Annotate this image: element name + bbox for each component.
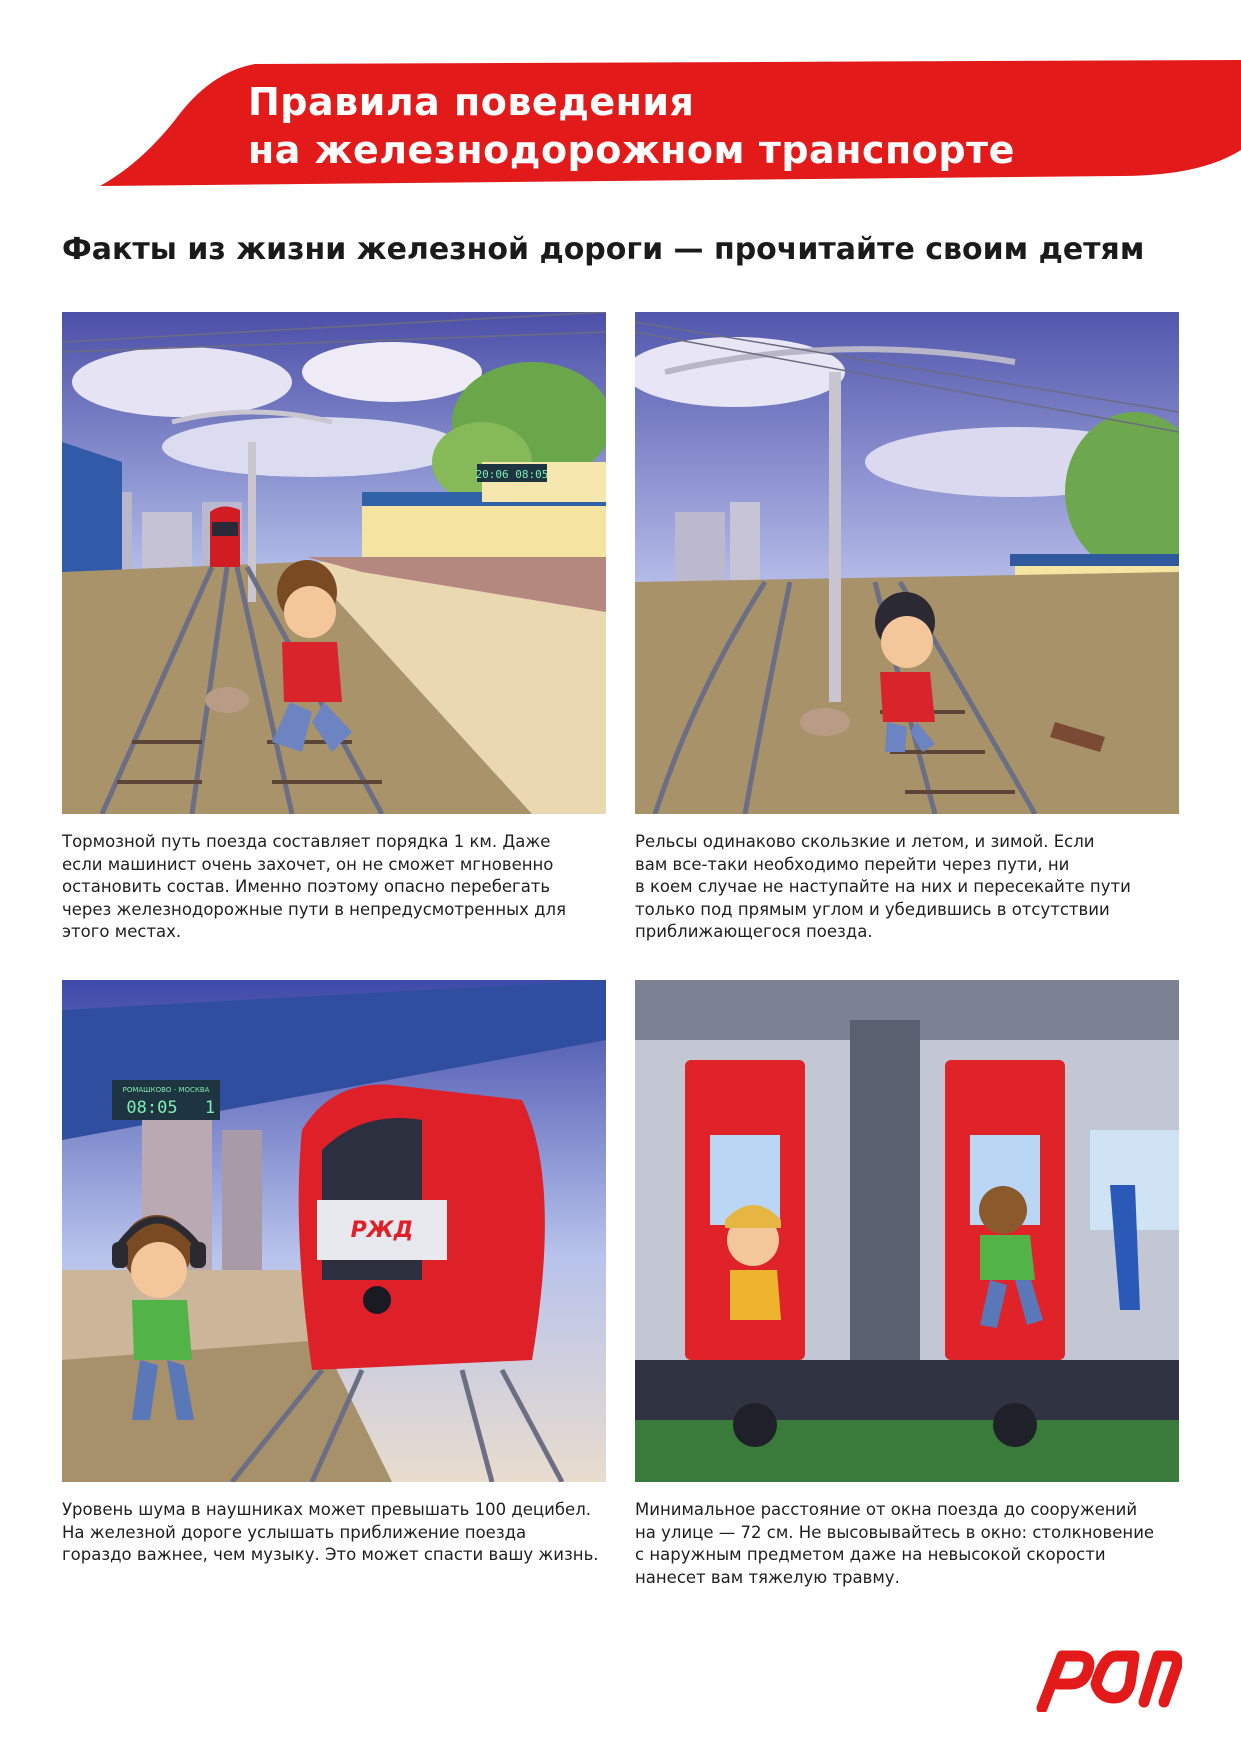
page-subtitle: Факты из жизни железной дороги — прочитайте своим детям xyxy=(62,232,1145,267)
display-board-route: РОМАШКОВО - МОСКВА xyxy=(122,1086,210,1094)
text-line: через железнодорожные пути в непредусмотренных для xyxy=(62,899,567,919)
illustration-boy-crossing-tracks xyxy=(62,312,606,814)
text-line: остановить состав. Именно поэтому опасно перебегать xyxy=(62,877,551,896)
text-line: На железной дороге услышать приближение поезда xyxy=(62,1522,527,1542)
text-line: гораздо важнее, чем музыку. Это может спасти вашу жизнь. xyxy=(62,1545,599,1564)
illustration-children-at-train-windows xyxy=(635,980,1179,1482)
text-line: Тормозной путь поезда составляет порядка 1 км. Даже xyxy=(62,832,551,851)
text-line: Минимальное расстояние от окна поезда до сооружений xyxy=(635,1500,1138,1519)
text-line: приближающегося поезда. xyxy=(635,922,873,941)
text-line: если машинист очень захочет, он не сможет мгновенно xyxy=(62,854,554,874)
fact-4-text xyxy=(635,1499,1195,1589)
text-line: вам все-таки необходимо перейти через пути, ни xyxy=(635,854,1070,874)
text-line: Рельсы одинаково скользкие и летом, и зимой. Если xyxy=(635,832,1095,851)
text-line: на улице — 72 см. Не высовывайтесь в окно: столкновение xyxy=(635,1522,1155,1542)
rzd-logo xyxy=(1034,1644,1182,1712)
train-logo-text: РЖД xyxy=(350,1218,414,1243)
text-line: этого местах. xyxy=(62,922,182,941)
text-line: Уровень шума в наушниках может превышать 100 децибел. xyxy=(62,1500,591,1519)
text-line: с наружным предметом даже на невысокой скорости xyxy=(635,1545,1106,1564)
fact-1-text xyxy=(62,831,622,944)
display-board-time: 08:05 xyxy=(126,1098,178,1118)
display-board-text: 20:06 08:05 xyxy=(475,468,549,481)
illustration-boy-on-rails xyxy=(635,312,1179,814)
display-board-track: 1 xyxy=(204,1098,216,1118)
fact-2-text xyxy=(635,831,1195,944)
text-line: только под прямым углом и убедившись в отсутствии xyxy=(635,899,1110,919)
illustration-boy-with-headphones xyxy=(62,980,606,1482)
text-line: нанесет вам тяжелую травму. xyxy=(635,1567,900,1587)
title-line-2: на железнодорожном транспорте xyxy=(248,128,1015,172)
title-line-1: Правила поведения xyxy=(248,80,695,124)
page-title xyxy=(248,78,1015,174)
fact-3-text xyxy=(62,1499,622,1567)
text-line: в коем случае не наступайте на них и пересекайте пути xyxy=(635,877,1131,896)
